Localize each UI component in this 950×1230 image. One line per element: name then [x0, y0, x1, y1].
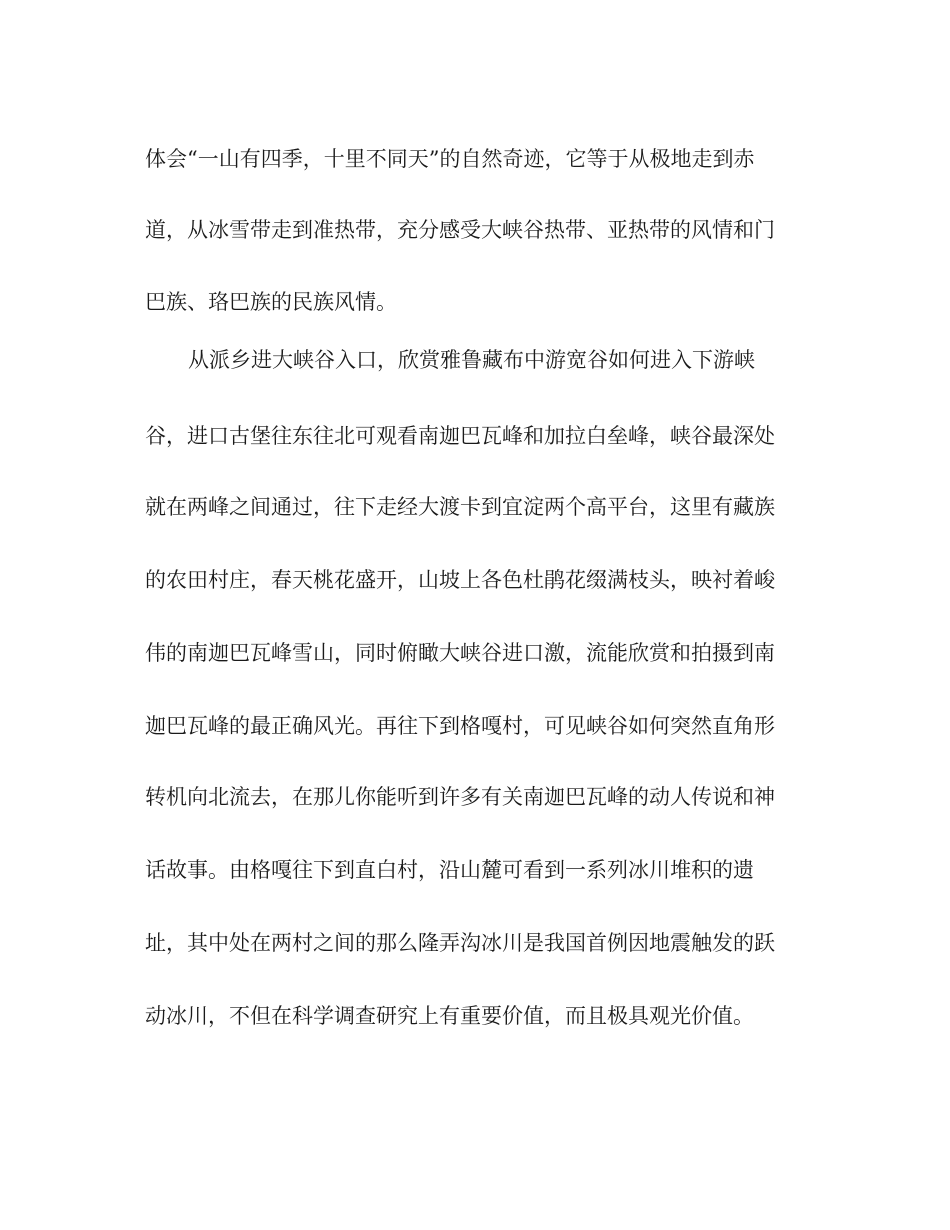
text-line: 话故事。由格嘎往下到直白村，沿山麓可看到一系列冰川堆积的遗 [145, 858, 754, 882]
text-line: 转机向北流去，在那儿你能听到许多有关南迦巴瓦峰的动人传说和神 [145, 785, 775, 809]
text-line: 体会“一山有四季，十里不同天”的自然奇迹，它等于从极地走到赤 [145, 147, 755, 171]
text-line: 就在两峰之间通过，往下走经大渡卡到宜淀两个高平台，这里有藏族 [145, 495, 775, 519]
text-line: 迦巴瓦峰的最正确风光。再往下到格嘎村，可见峡谷如何突然直角形 [145, 714, 775, 738]
text-line: 谷，进口古堡往东往北可观看南迦巴瓦峰和加拉白垒峰，峡谷最深处 [145, 424, 775, 448]
text-line: 动冰川，不但在科学调查研究上有重要价值，而且极具观光价值。 [145, 1004, 754, 1028]
text-line: 伟的南迦巴瓦峰雪山，同时俯瞰大峡谷进口激，流能欣赏和拍摄到南 [145, 641, 775, 665]
text-line: 巴族、珞巴族的民族风情。 [145, 290, 397, 314]
text-line: 址，其中处在两村之间的那么隆弄沟冰川是我国首例因地震触发的跃 [145, 931, 775, 955]
text-line: 从派乡进大峡谷入口，欣赏雅鲁藏布中游宽谷如何进入下游峡 [188, 348, 755, 372]
text-line: 的农田村庄，春天桃花盛开，山坡上各色杜鹃花缀满枝头，映衬着峻 [145, 568, 775, 592]
text-line: 道，从冰雪带走到准热带，充分感受大峡谷热带、亚热带的风情和门 [145, 218, 775, 242]
